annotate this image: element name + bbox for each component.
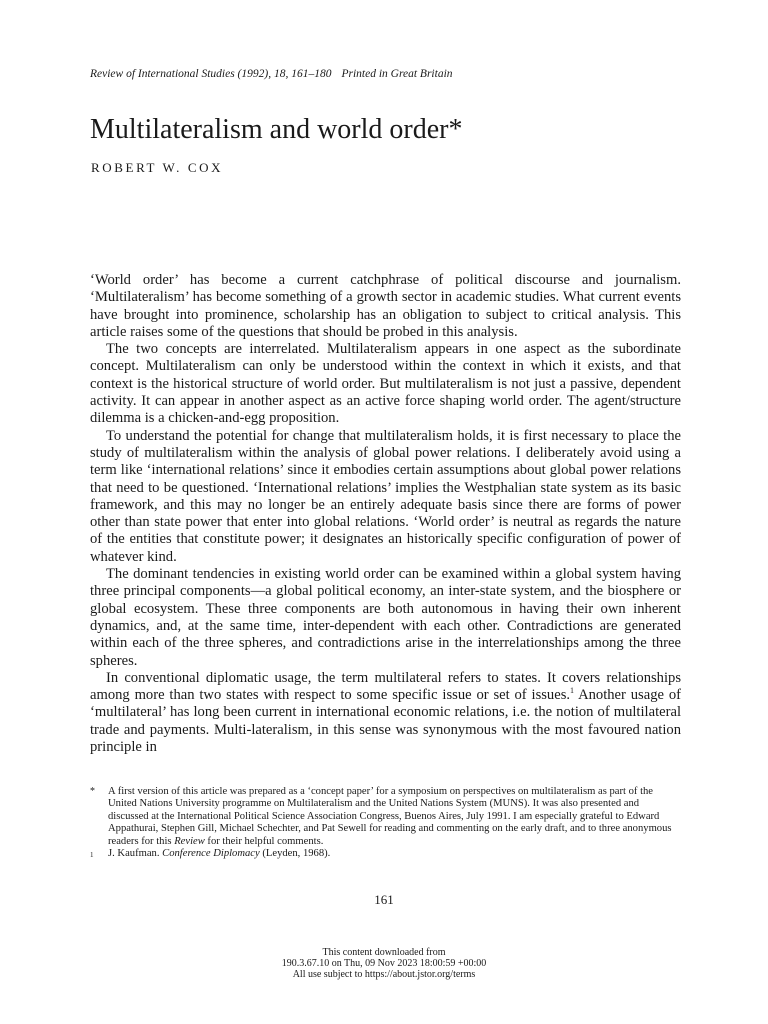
printed-location: Printed in Great Britain [341, 68, 453, 80]
journal-reference: Review of International Studies (1992), 18, 161–180 [90, 68, 332, 80]
footnote-1-book-title: Conference Diplomacy [162, 848, 260, 860]
footnote-star-journal-name: Review [174, 835, 205, 847]
jstor-download-note [0, 947, 768, 980]
footnote-star [90, 786, 680, 848]
jstor-line-1: This content downloaded from [322, 947, 446, 958]
body-paragraph-2: The two concepts are interrelated. Multilateralism appears in one aspect as the subordinate concept. Multilateralism can only be understood within the context in which it exists, and that context is the historical structure of world order. But multilateralism is not just a passive, dependent activity. It can appear in another aspect as an active force shaping world order. The agent/structure dilemma is a chicken-and-egg proposition. [90, 341, 681, 427]
footnote-1-details: (Leyden, 1968). [259, 848, 331, 860]
body-paragraph-1: ‘World order’ has become a current catchphrase of political discourse and journalism. ‘Multilateralism’ has become something of a growth sector in academic studies. What current events have brought into prominence, scholarship has an obligation to subject to critical analysis. This article raises some of the questions that should be probed in this analysis. [90, 272, 681, 340]
paragraph-5-text-start: In conventional diplomatic usage, the term multilateral refers to states. It covers relationships among more than two states with respect to some specific issue or set of issues. [90, 669, 681, 704]
footnote-1 [90, 848, 680, 861]
article-body [90, 272, 681, 756]
body-paragraph-5 [90, 670, 681, 756]
footnote-1-mark: 1 [90, 851, 94, 860]
body-paragraph-4: The dominant tendencies in existing world order can be examined within a global system having three principal components—a global political economy, an inter-state system, and the biosphere or global ecosystem. These three components are both autonomous in having their own inherent dynamics, and, at the same time, inter-dependent with each other. Contradictions are generated within each of the three spheres, and contradictions arise in the interrelationships among the three spheres. [90, 566, 681, 669]
footnote-star-body: A first version of this article was prepared as a ‘concept paper’ for a symposium on perspectives on multilateralism as part of the United Nations University programme on Multilateralism and the United Nations System (MUNS). It was also presented and discussed at the International Political Science Association Congress, Buenos Aires, July 1991. I am especially grateful to Edward Appathurai, Stephen Gill, Michael Schechter, and Pat Sewell for reading and commenting on the early draft, and to three anonymous readers for this [108, 786, 672, 847]
paragraph-5-text-end: Another usage of ‘multilateral’ has long been current in international economic relations, i.e. the notion of multilateral trade and payments. Multi-lateralism, in this sense was synonymous with the most favoured nation principle in [90, 687, 681, 756]
journal-citation [90, 68, 453, 80]
article-author: ROBERT W. COX [91, 160, 224, 175]
article-title: Multilateralism and world order* [90, 114, 463, 145]
footnote-star-ending: for their helpful comments. [204, 835, 324, 847]
page-number: 161 [374, 892, 394, 907]
jstor-line-2: 190.3.67.10 on Thu, 09 Nov 2023 18:00:59 +00:00 [281, 958, 487, 969]
jstor-terms-link[interactable]: All use subject to https://about.jstor.org/terms [292, 969, 476, 980]
footnote-reference-1[interactable]: 1 [570, 686, 575, 696]
footnote-star-mark: * [90, 786, 95, 797]
footnotes [90, 786, 680, 861]
footnote-1-author: J. Kaufman. [108, 848, 163, 860]
footnote-1-text [108, 848, 680, 861]
footnote-star-text [108, 786, 680, 848]
body-paragraph-3: To understand the potential for change that multilateralism holds, it is first necessary to place the study of multilateralism within the analysis of global power relations. I deliberately avoid using a term like ‘international relations’ since it embodies certain assumptions about global power relations that need to be questioned. ‘International relations’ implies the Westphalian state system as its basic framework, and this may no longer be an entirely adequate basis since there are forms of power other than state power that enter into global relations. ‘World order’ is neutral as regards the nature of the entities that constitute power; it designates an historically specific configuration of power of whatever kind. [90, 427, 681, 565]
